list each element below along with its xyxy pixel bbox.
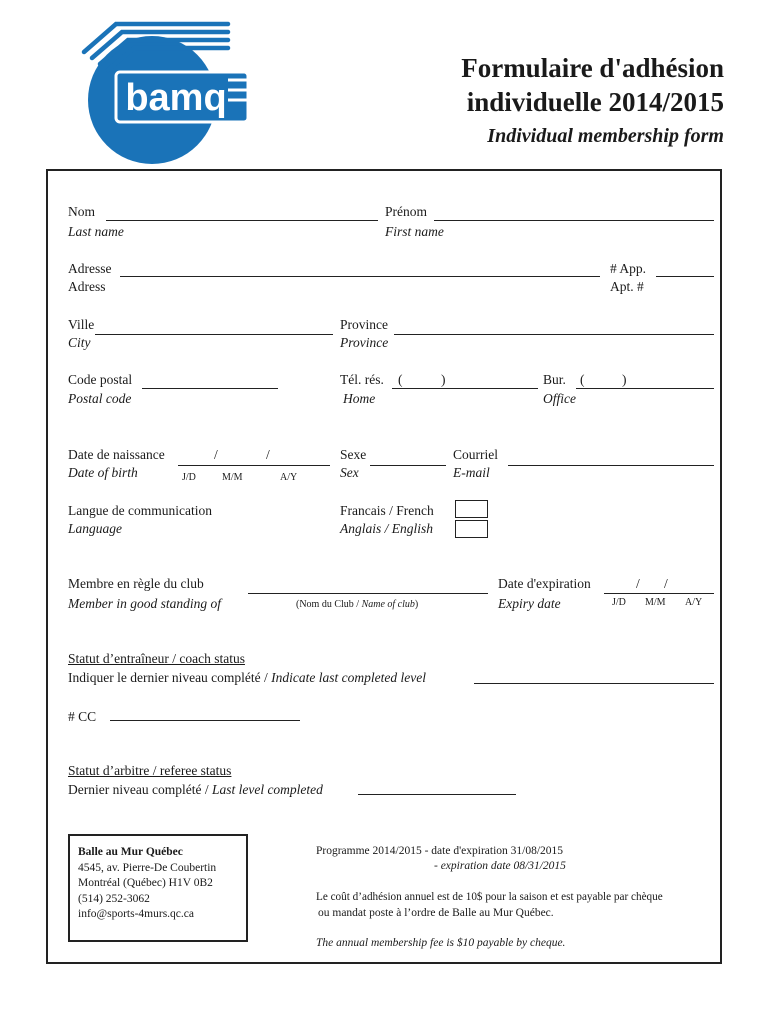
last-name-label: Last name	[68, 224, 124, 239]
french-checkbox[interactable]	[455, 500, 488, 518]
date-expiration-label: Date d'expiration	[498, 576, 591, 591]
coach-level-label: Indiquer le dernier niveau complété / Indicate last completed level	[68, 670, 426, 685]
app-label: # App.	[610, 261, 647, 276]
date-naissance-label: Date de naissance	[68, 447, 165, 462]
francais-label: Francais / French	[340, 503, 434, 518]
anglais-label: Anglais / English	[340, 521, 434, 536]
home-paren-open: (	[398, 372, 403, 387]
subtitle: Individual membership form	[487, 125, 724, 147]
tel-res-label: Tél. rés.	[340, 372, 384, 387]
birth-month-hint: M/M	[222, 472, 243, 483]
birth-sep-2: /	[266, 447, 270, 462]
english-checkbox[interactable]	[455, 520, 488, 538]
cc-field[interactable]	[110, 720, 300, 721]
office-paren-close: )	[622, 372, 627, 387]
code-postal-label: Code postal	[68, 372, 133, 387]
apt-label: Apt. #	[610, 279, 644, 294]
expiry-date-label: Expiry date	[498, 596, 561, 611]
fee-french-line-2: ou mandat poste à l’ordre de Balle au Mur Québec.	[318, 907, 554, 919]
home-phone-field[interactable]	[392, 388, 538, 389]
date-of-birth-label: Date of birth	[68, 465, 138, 480]
city-label: City	[68, 335, 91, 350]
email-field[interactable]	[508, 465, 714, 466]
membre-label: Membre en règle du club	[68, 576, 204, 591]
club-name-field[interactable]	[248, 593, 488, 594]
sexe-label: Sexe	[340, 447, 367, 462]
referee-level-field[interactable]	[358, 794, 516, 795]
province-en-label: Province	[340, 335, 389, 350]
organization-name: Balle au Mur Québec	[78, 846, 183, 858]
first-name-field[interactable]	[434, 220, 714, 221]
expiry-date-field[interactable]	[604, 593, 714, 594]
coach-status-heading: Statut d’entraîneur / coach status	[68, 651, 245, 666]
birth-day-hint: J/D	[182, 472, 196, 483]
address-field[interactable]	[120, 276, 600, 277]
referee-level-label: Dernier niveau complété / Last level completed	[68, 782, 323, 797]
expiry-day-hint: J/D	[612, 597, 626, 608]
cc-label: # CC	[68, 709, 97, 724]
title-line-2: individuelle 2014/2015	[466, 87, 724, 117]
expiry-sep-2: /	[664, 576, 668, 591]
sex-field[interactable]	[370, 465, 446, 466]
email-label: E-mail	[453, 465, 490, 480]
title-line-1: Formulaire d'adhésion	[461, 53, 724, 83]
courriel-label: Courriel	[453, 447, 498, 462]
bamq-logo-graphic	[78, 8, 258, 168]
fee-french-line-1: Le coût d’adhésion annuel est de 10$ pour la saison et est payable par chèque	[316, 891, 663, 903]
home-label: Home	[343, 391, 376, 406]
program-line-1: Programme 2014/2015 - date d'expiration 31/08/2015	[316, 845, 564, 857]
organization-phone: (514) 252-3062	[78, 892, 150, 905]
apt-field[interactable]	[656, 276, 714, 277]
last-name-field[interactable]	[106, 220, 378, 221]
adresse-label: Adresse	[68, 261, 112, 276]
program-line-2: - expiration date 08/31/2015	[434, 860, 566, 872]
organization-email: info@sports-4murs.qc.ca	[78, 908, 194, 920]
expiry-year-hint: A/Y	[685, 597, 703, 608]
province-field[interactable]	[394, 334, 714, 335]
ville-label: Ville	[68, 317, 95, 332]
office-phone-field[interactable]	[576, 388, 714, 389]
organization-city: Montréal (Québec) H1V 0B2	[78, 877, 213, 889]
birth-year-hint: A/Y	[280, 472, 298, 483]
birth-sep-1: /	[214, 447, 218, 462]
bamq-logo	[78, 8, 258, 168]
organization-address-box	[68, 834, 248, 942]
prenom-label: Prénom	[385, 204, 427, 219]
organization-street: 4545, av. Pierre-De Coubertin	[78, 861, 217, 874]
province-label: Province	[340, 317, 388, 332]
date-of-birth-field[interactable]	[178, 465, 330, 466]
bur-label: Bur.	[543, 372, 566, 387]
adress-label: Adress	[68, 279, 106, 294]
coach-level-field[interactable]	[474, 683, 714, 684]
langue-label: Langue de communication	[68, 503, 212, 518]
office-label: Office	[543, 391, 576, 406]
club-name-hint: (Nom du Club / Name of club)	[296, 599, 419, 610]
first-name-label: First name	[385, 224, 444, 239]
member-good-standing-label: Member in good standing of	[68, 596, 221, 611]
language-label: Language	[68, 521, 122, 536]
postal-code-field[interactable]	[142, 388, 278, 389]
fee-english: The annual membership fee is $10 payable by cheque.	[316, 937, 566, 949]
expiry-month-hint: M/M	[645, 597, 666, 608]
office-paren-open: (	[580, 372, 585, 387]
expiry-sep-1: /	[636, 576, 640, 591]
home-paren-close: )	[441, 372, 446, 387]
logo-text: bamq	[125, 77, 227, 119]
postal-code-label: Postal code	[68, 391, 132, 406]
city-field[interactable]	[95, 334, 333, 335]
referee-status-heading: Statut d’arbitre / referee status	[68, 763, 232, 778]
sex-label: Sex	[340, 465, 359, 480]
nom-label: Nom	[68, 204, 95, 219]
